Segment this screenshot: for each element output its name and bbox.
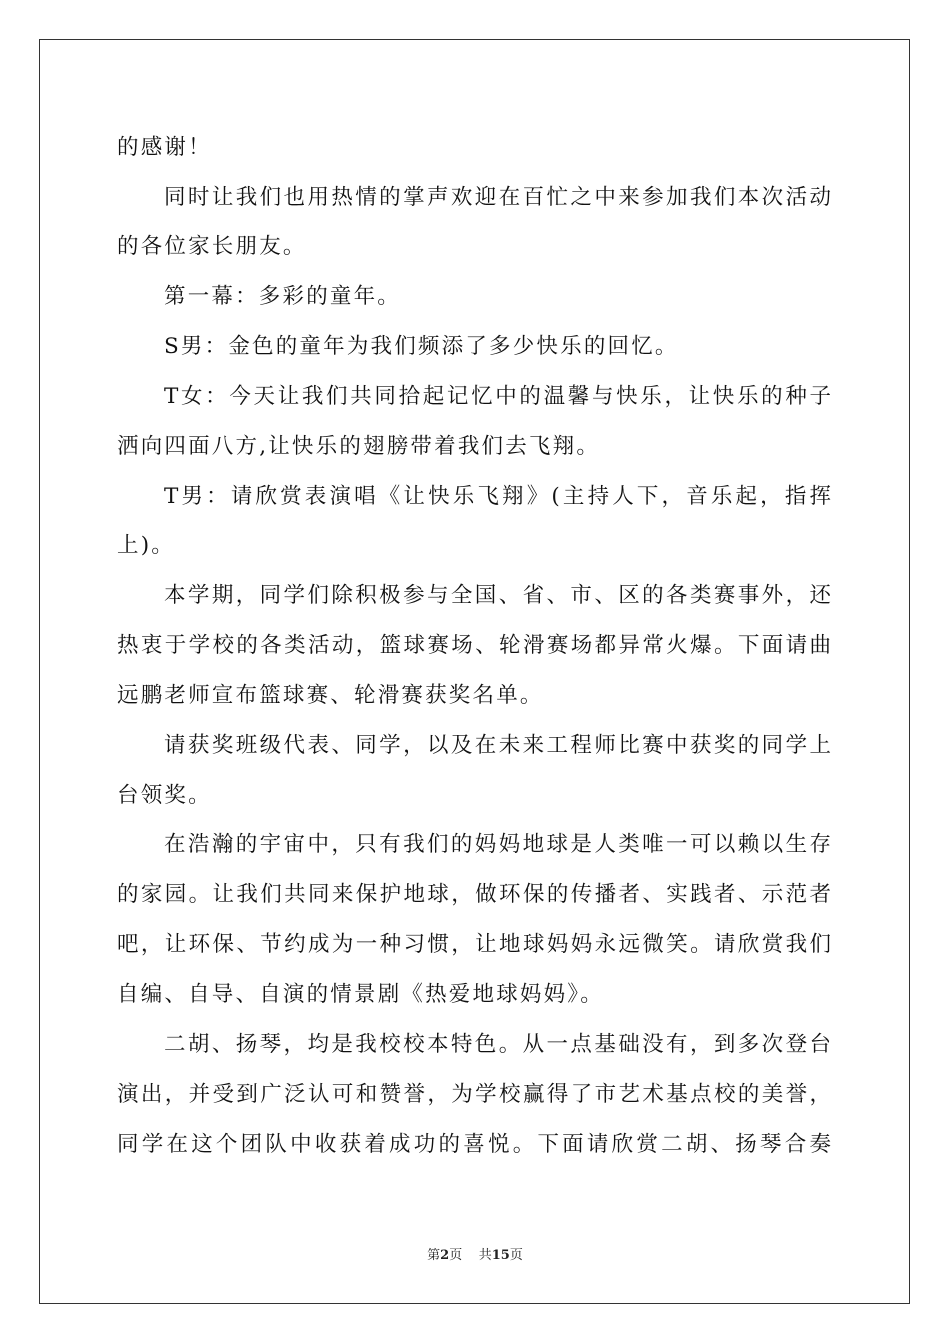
text-line: 吧，让环保、节约成为一种习惯，让地球妈妈永远微笑。请欣赏我们 — [117, 932, 831, 957]
text-line: 远鹏老师宣布篮球赛、轮滑赛获奖名单。 — [117, 683, 544, 708]
text-line: T男：请欣赏表演唱《让快乐飞翔》(主持人下，音乐起，指挥 — [164, 484, 831, 509]
text-line: 第一幕：多彩的童年。 — [164, 284, 402, 309]
text-line: 在浩瀚的宇宙中，只有我们的妈妈地球是人类唯一可以赖以生存 — [164, 832, 831, 857]
total-pages: 15 — [491, 1248, 510, 1263]
text-line: S男：金色的童年为我们频添了多少快乐的回忆。 — [164, 334, 679, 359]
text-line: 的感谢！ — [117, 135, 212, 160]
page-prefix: 第 — [427, 1248, 441, 1263]
text-line: 上)。 — [117, 533, 175, 558]
text-line: 二胡、扬琴，均是我校校本特色。从一点基础没有，到多次登台 — [164, 1032, 831, 1057]
text-line: 本学期，同学们除积极参与全国、省、市、区的各类赛事外，还 — [164, 583, 831, 608]
text-line: 的各位家长朋友。 — [117, 234, 307, 259]
total-suffix: 页 — [509, 1248, 523, 1263]
text-line: 同时让我们也用热情的掌声欢迎在百忙之中来参加我们本次活动 — [164, 185, 831, 210]
total-prefix: 共 — [478, 1248, 492, 1263]
text-line: T女：今天让我们共同拾起记忆中的温馨与快乐，让快乐的种子 — [164, 384, 831, 409]
text-line: 同学在这个团队中收获着成功的喜悦。下面请欣赏二胡、扬琴合奏 — [117, 1132, 831, 1157]
page-border — [39, 39, 910, 1304]
text-line: 台领奖。 — [117, 783, 212, 808]
text-line: 请获奖班级代表、同学，以及在未来工程师比赛中获奖的同学上 — [164, 733, 831, 758]
text-line: 热衷于学校的各类活动，篮球赛场、轮滑赛场都异常火爆。下面请曲 — [117, 633, 831, 658]
text-line: 的家园。让我们共同来保护地球，做环保的传播者、实践者、示范者 — [117, 882, 831, 907]
text-line: 洒向四面八方,让快乐的翅膀带着我们去飞翔。 — [117, 434, 601, 459]
text-line: 演出，并受到广泛认可和赞誉，为学校赢得了市艺术基点校的美誉， — [117, 1082, 831, 1107]
page-number: 2 — [440, 1248, 450, 1263]
page-footer — [0, 1247, 950, 1265]
page-suffix: 页 — [449, 1248, 463, 1263]
text-line: 自编、自导、自演的情景剧《热爱地球妈妈》。 — [117, 982, 604, 1007]
